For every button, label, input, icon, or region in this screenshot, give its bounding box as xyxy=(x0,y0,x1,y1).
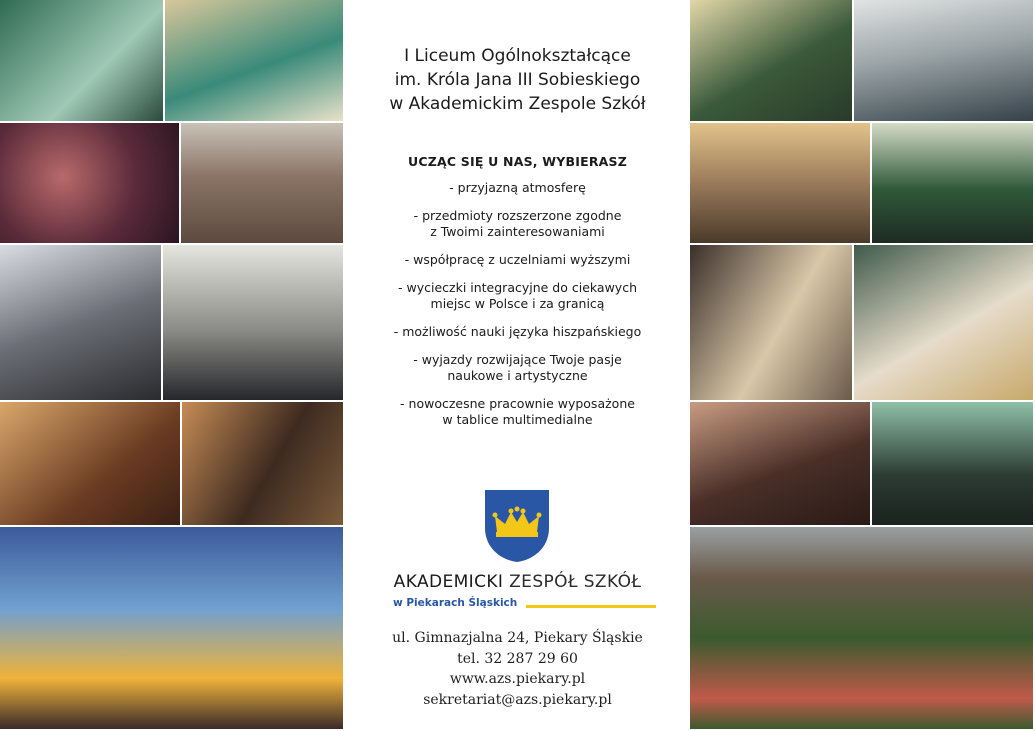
benefits-heading: UCZĄC SIĘ U NAS, WYBIERASZ xyxy=(408,154,627,169)
benefit-line: - wycieczki integracyjne do ciekawych xyxy=(398,280,637,295)
logo-wordmark xyxy=(345,572,690,592)
phone-text: tel. 32 287 29 60 xyxy=(457,650,578,667)
list-item xyxy=(345,396,690,428)
list-item xyxy=(345,280,690,312)
corridor-group-photo xyxy=(872,402,1035,527)
benefit-line: - przyjazną atmosferę xyxy=(449,180,586,195)
email-link[interactable]: sekretariat@azs.piekary.pl xyxy=(423,691,612,708)
benefit-line: z Twoimi zainteresowaniami xyxy=(430,224,605,239)
classroom-students-photo xyxy=(690,0,854,123)
benefit-line: miejsc w Polsce i za granicą xyxy=(430,296,605,311)
choir-music-room-photo xyxy=(872,123,1035,245)
language-classroom-photo xyxy=(690,123,872,245)
title-line-1: I Liceum Ogólnokształcące xyxy=(404,46,631,66)
benefit-line: - wyjazdy rozwijające Twoje pasje xyxy=(413,352,622,367)
school-title xyxy=(345,44,690,116)
crown-shield-icon xyxy=(483,488,551,564)
student-with-ball-photo xyxy=(0,123,181,245)
list-item xyxy=(345,180,690,196)
biology-lab-photo xyxy=(165,0,345,123)
logo-subtitle: w Piekarach Śląskich xyxy=(393,597,518,609)
benefit-line: w tablice multimedialne xyxy=(442,412,593,427)
website-link[interactable]: www.azs.piekary.pl xyxy=(449,671,586,687)
list-item xyxy=(345,208,690,240)
benefit-line: - możliwość nauki języka hiszpańskiego xyxy=(393,324,642,339)
list-item xyxy=(345,252,690,268)
benefit-line: naukowe i artystyczne xyxy=(447,368,588,383)
gym-steppers-photo xyxy=(163,245,345,402)
chemistry-lab-photo xyxy=(854,245,1035,402)
physics-lab-photo xyxy=(690,402,872,527)
sports-field-aerial-photo xyxy=(690,527,1035,731)
title-line-2: im. Króla Jana III Sobieskiego xyxy=(394,70,641,90)
benefits-list xyxy=(345,180,690,440)
computer-lab-headphones-photo xyxy=(690,245,854,402)
logo-underline xyxy=(526,605,656,608)
trophies-photo xyxy=(0,402,182,527)
title-line-3: w Akademickim Zespole Szkół xyxy=(389,94,646,114)
table-tennis-photo xyxy=(0,0,165,123)
benefit-line: - nowoczesne pracownie wyposażone xyxy=(400,396,635,411)
info-panel xyxy=(345,0,690,731)
benefit-line: - przedmioty rozszerzone zgodne xyxy=(413,208,622,223)
school-building-photo xyxy=(181,123,345,245)
have-a-break-photo xyxy=(0,527,345,731)
contact-block xyxy=(345,628,690,710)
logo-word-2: ZESPÓŁ SZKÓŁ xyxy=(509,572,642,592)
gym-treadmill-photo xyxy=(0,245,163,402)
list-item xyxy=(345,352,690,384)
logo-word-1: AKADEMICKI xyxy=(393,572,504,592)
list-item xyxy=(345,324,690,340)
address-text: ul. Gimnazjalna 24, Piekary Śląskie xyxy=(392,630,643,646)
lesson-whiteboard-photo xyxy=(854,0,1035,123)
benefit-line: - współpracę z uczelniami wyższymi xyxy=(404,252,631,267)
library-photo xyxy=(182,402,345,527)
